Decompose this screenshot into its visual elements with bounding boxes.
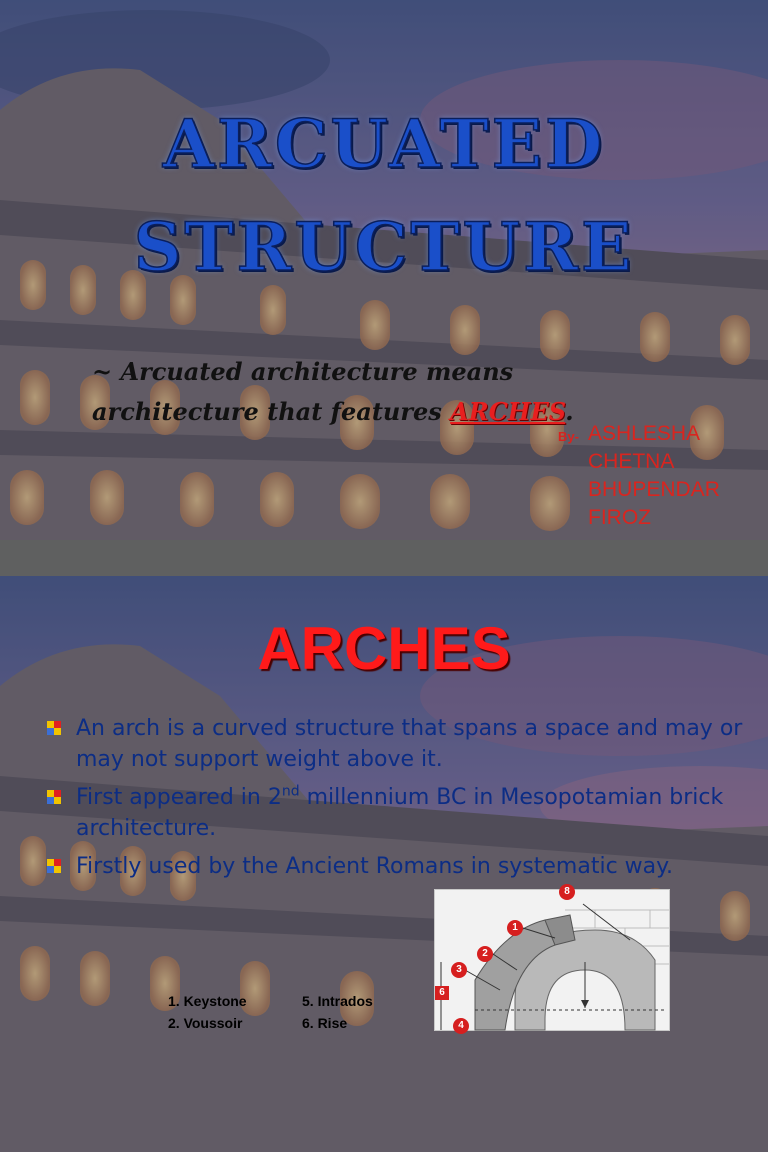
bullet-item	[44, 782, 744, 844]
diagram-number-marker: 4	[453, 1018, 469, 1034]
author-name: BHUPENDAR	[588, 478, 720, 501]
bullet-icon	[47, 721, 61, 735]
author-name: ASHLESHA	[588, 422, 701, 445]
bullet-text: Firstly used by the Ancient Romans in systematic way.	[76, 854, 674, 879]
bullet-item	[44, 713, 744, 775]
legend-column-right	[302, 990, 452, 1034]
arch-diagram-drawing	[435, 890, 669, 1030]
diagram-number-marker: 6	[435, 986, 449, 1000]
definition-highlight-arches: ARCHES	[450, 397, 566, 426]
diagram-number-marker: 2	[477, 946, 493, 962]
definition-prefix: ~ Arcuated architecture means architecture that features	[92, 357, 514, 426]
bullet-text-sup: nd	[281, 783, 300, 800]
legend-item: 1. Keystone	[168, 993, 247, 1009]
slide-title: ARCHES	[257, 615, 511, 682]
legend-column-left	[168, 990, 318, 1034]
bullet-text-post: millennium BC in Mesopotamian brick architecture.	[76, 785, 724, 841]
bullet-text-pre: First appeared in 2	[76, 785, 282, 810]
diagram-number-marker: 1	[507, 920, 523, 936]
diagram-number-marker: 3	[451, 962, 467, 978]
bullet-icon	[47, 859, 61, 873]
slide-2	[0, 576, 768, 1031]
definition-suffix: .	[565, 397, 574, 426]
bullet-list	[44, 713, 744, 889]
byline	[558, 426, 579, 445]
legend-item: 2. Voussoir	[168, 1015, 243, 1031]
slide-title-line-2: STRUCTURE	[133, 208, 635, 286]
bullet-item	[44, 851, 744, 882]
diagram-number-marker: 8	[559, 884, 575, 900]
bullet-text: An arch is a curved structure that spans a space and may or may not support weight above it.	[76, 716, 743, 772]
legend-item: 6. Rise	[302, 1015, 348, 1031]
author-name: CHETNA	[588, 450, 675, 473]
arch-diagram	[434, 886, 670, 1031]
by-label: By-	[558, 429, 579, 444]
bullet-icon	[47, 790, 61, 804]
author-name: FIROZ	[588, 506, 651, 529]
author-list	[588, 420, 720, 532]
legend-item: 5. Intrados	[302, 993, 373, 1009]
slide-title-line-1: ARCUATED	[162, 105, 606, 183]
